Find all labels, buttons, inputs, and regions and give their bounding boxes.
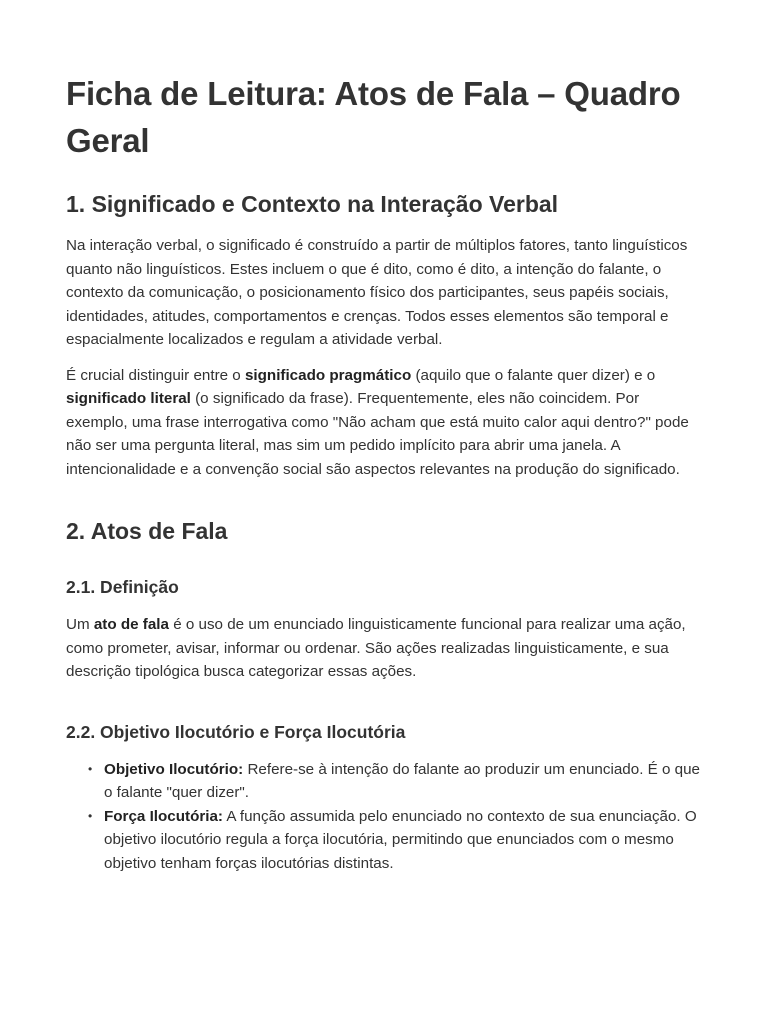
list-item — [88, 805, 702, 876]
list-item-text: A função assumida pelo enunciado no contexto de sua enunciação. O objetivo ilocutório regula a força ilocutória, permitindo que enunciados com o mesmo objetivo tenham forças ilocutórias distintas. — [104, 807, 697, 872]
text-run: Um — [66, 616, 94, 633]
subsection-2-2-heading: 2.2. Objetivo Ilocutório e Força Ilocutória — [66, 721, 406, 742]
section-1-paragraph-1: Na interação verbal, o significado é construído a partir de múltiplos fatores, tanto linguísticos quanto não linguísticos. Estes incluem o que é dito, como é dito, a intenção do falante, o contexto da comunicação, o posicionamento físico dos participantes, seus papéis sociais, identidades, atitudes, comportamentos e crenças. Todos esses elementos são temporal e espacialmente localizados e regulam a atividade verbal. — [66, 237, 688, 348]
document-title: Ficha de Leitura: Atos de Fala – Quadro Geral — [66, 75, 681, 159]
section-2-heading: 2. Atos de Fala — [66, 518, 228, 544]
section-1-heading: 1. Significado e Contexto na Interação Verbal — [66, 191, 559, 217]
text-run: É crucial distinguir entre o — [66, 366, 245, 384]
list-item-term: Força Ilocutória: — [104, 807, 223, 825]
list-item-text: Refere-se à intenção do falante ao produzir um enunciado. É o que o falante "quer dizer". — [104, 760, 700, 801]
text-run: é o uso de um enunciado linguisticamente funcional para realizar uma ação, como prometer, avisar, informar ou ordenar. São ações realizadas linguisticamente, e sua descrição tipológica busca categorizar essas ações. — [66, 616, 686, 680]
text-run: (o significado da frase). Frequentemente, eles não coincidem. Por exemplo, uma frase interrogativa como "Não acham que está muito calor aqui dentro?" pode não ser uma pergunta literal, mas sim um pedido implícito para abrir uma janela. A intencionalidade e a convenção social são aspectos relevantes na produção do significado. — [66, 390, 689, 478]
bullet-icon: • — [88, 761, 93, 776]
list-item — [88, 758, 702, 805]
subsection-2-1-paragraph — [66, 613, 702, 684]
section-significado-contexto — [66, 188, 702, 481]
bullet-icon: • — [88, 808, 93, 823]
text-run: (aquilo que o falante quer dizer) e o — [411, 366, 656, 384]
section-atos-de-fala — [66, 515, 702, 875]
subsection-2-1-heading: 2.1. Definição — [66, 577, 179, 597]
bold-term-significado-literal: significado literal — [66, 390, 191, 407]
list-item-term: Objetivo Ilocutório: — [104, 760, 244, 778]
section-1-paragraph-2 — [66, 364, 702, 482]
bold-term-ato-de-fala: ato de fala — [93, 616, 169, 633]
bullet-list — [66, 758, 702, 876]
bold-term-significado-pragmatico: significado pragmático — [244, 366, 412, 384]
